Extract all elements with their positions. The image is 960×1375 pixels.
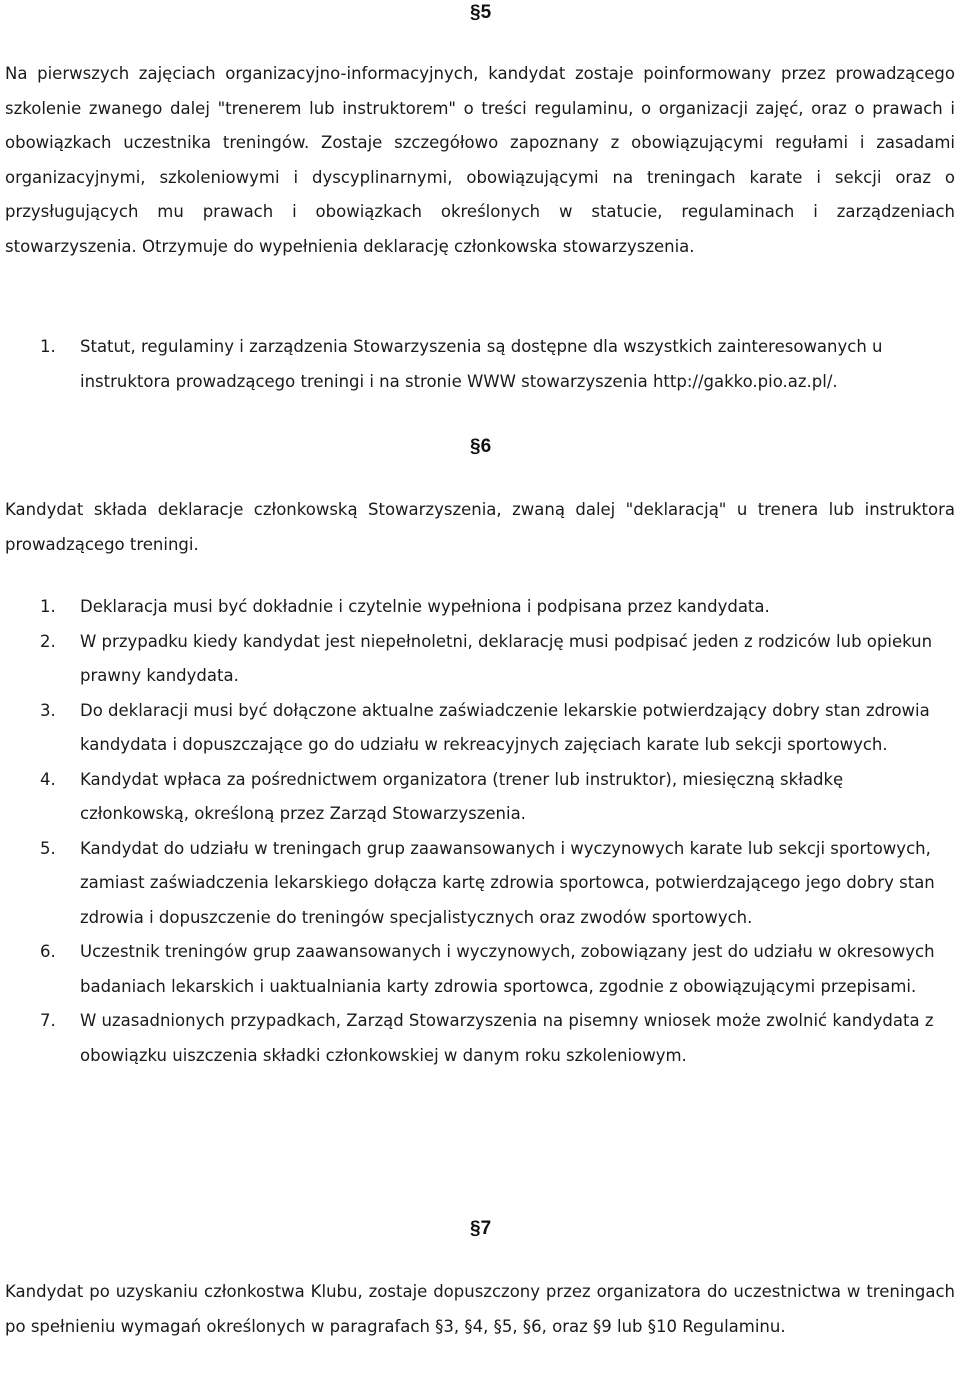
list-item-text: Do deklaracji musi być dołączone aktualne zaświadczenie lekarskie potwierdzający dobry stan zdrowia kandydata i dopuszczające go do udziału w rekreacyjnych zajęciach karate lub sekcji sportowych.	[80, 700, 930, 754]
section-6-list	[0, 590, 960, 1073]
list-item-text: Kandydat do udziału w treningach grup zaawansowanych i wyczynowych karate lub sekcji sportowych, zamiast zaświadczenia lekarskiego dołącza kartę zdrowia sportowca, potwierdzającego jego dobry stan zdrowia i dopuszczenie do treningów specjalistycznych oraz zwodów sportowych.	[80, 838, 935, 927]
list-item-text: Statut, regulaminy i zarządzenia Stowarzyszenia są dostępne dla wszystkich zainteresowanych u instruktora prowadzącego treningi i na stronie WWW stowarzyszenia http://gakko.pio.az.pl/.	[80, 337, 883, 391]
list-item-text: Deklaracja musi być dokładnie i czytelnie wypełniona i podpisana przez kandydata.	[80, 597, 770, 616]
section-7-paragraph: Kandydat po uzyskaniu członkostwa Klubu, zostaje dopuszczony przez organizatora do uczestnictwa w treningach po spełnieniu wymagań określonych w paragrafach §3, §4, §5, §6, oraz §9 lub §10 Regulaminu.	[5, 1282, 955, 1336]
list-item	[0, 832, 960, 936]
list-item	[0, 1004, 960, 1073]
list-item-text: Kandydat wpłaca za pośrednictwem organizatora (trener lub instruktor), miesięczną składkę członkowską, określoną przez Zarząd Stowarzyszenia.	[80, 769, 844, 823]
list-item	[0, 763, 960, 832]
list-item-number: 1.	[40, 597, 56, 616]
section-6-heading: §6	[470, 436, 492, 457]
section-5-paragraph: Na pierwszych zajęciach organizacyjno-informacyjnych, kandydat zostaje poinformowany przez prowadzącego szkolenie zwanego dalej "trenerem lub instruktorem" o treści regulaminu, o organizacji zajęć, oraz o prawach i obowiązkach uczestnika treningów. Zostaje szczegółowo zapoznany z obowiązującymi regułami i zasadami organizacyjnymi, szkoleniowymi i dyscyplinarnymi, obowiązującymi na treningach karate i sekcji oraz o przysługujących mu prawach i obowiązkach określonych w statucie, regulaminach i zarządzeniach stowarzyszenia. Otrzymuje do wypełnienia deklarację członkowska stowarzyszenia.	[5, 64, 955, 256]
list-item-text: W uzasadnionych przypadkach, Zarząd Stowarzyszenia na pisemny wniosek może zwolnić kandydata z obowiązku uiszczenia składki członkowskiej w danym roku szkoleniowym.	[80, 1011, 934, 1065]
list-item-number: 5.	[40, 838, 56, 858]
list-item	[0, 625, 960, 694]
list-item	[0, 330, 960, 399]
section-5-heading: §5	[470, 2, 492, 23]
list-item	[0, 590, 960, 625]
section-5-list	[0, 330, 960, 399]
list-item-number: 4.	[40, 769, 56, 789]
list-item-number: 6.	[40, 942, 56, 961]
list-item-text: W przypadku kiedy kandydat jest niepełnoletni, deklarację musi podpisać jeden z rodziców lub opiekun prawny kandydata.	[80, 631, 933, 685]
section-6-paragraph: Kandydat składa deklaracje członkowską Stowarzyszenia, zwaną dalej "deklaracją" u trenera lub instruktora prowadzącego treningi.	[5, 500, 955, 554]
list-item	[0, 694, 960, 763]
list-item-number: 1.	[40, 337, 56, 356]
list-item-number: 7.	[40, 1011, 56, 1030]
list-item-number: 2.	[40, 631, 56, 651]
list-item-text: Uczestnik treningów grup zaawansowanych i wyczynowych, zobowiązany jest do udziału w okresowych badaniach lekarskich i uaktualniania karty zdrowia sportowca, zgodnie z obowiązującymi przepisami.	[80, 942, 935, 996]
list-item-number: 3.	[40, 700, 56, 720]
list-item	[0, 935, 960, 1004]
section-7-heading: §7	[470, 1218, 492, 1239]
